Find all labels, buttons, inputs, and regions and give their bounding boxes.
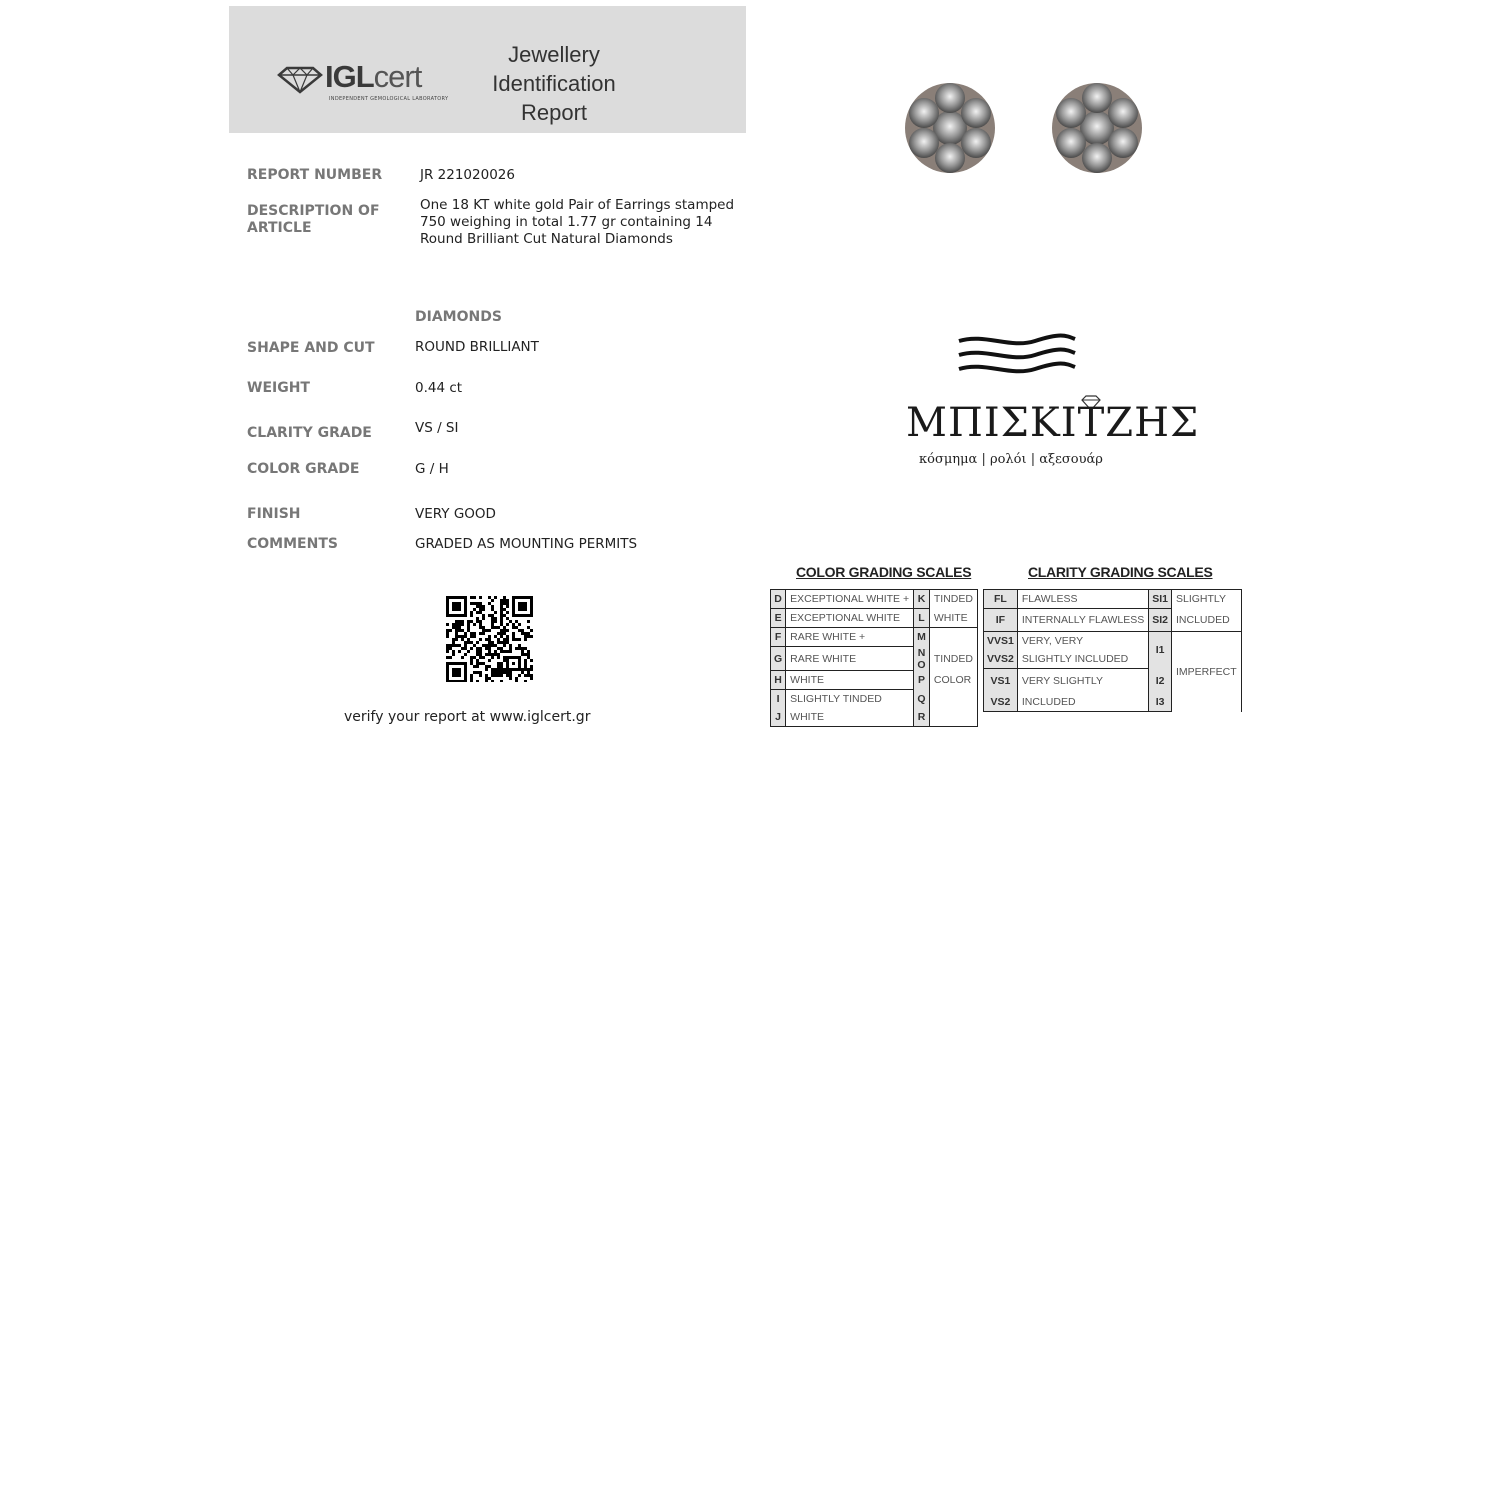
color-desc: WHITE bbox=[786, 671, 914, 690]
clarity-scale-table bbox=[983, 589, 1242, 712]
color-desc: RARE WHITE bbox=[786, 647, 914, 671]
left-earring bbox=[905, 83, 995, 173]
color-desc: RARE WHITE + bbox=[786, 628, 914, 647]
clarity-code: SI2 bbox=[1149, 609, 1172, 632]
clarity-code: I3 bbox=[1149, 693, 1172, 712]
comments-label: COMMENTS bbox=[247, 536, 338, 552]
comments-value: GRADED AS MOUNTING PERMITS bbox=[415, 536, 638, 552]
color-code: H bbox=[771, 671, 786, 690]
color-code: I bbox=[771, 690, 786, 709]
color-group-label: TINDED bbox=[929, 590, 977, 609]
brand-name: ΜΠΙΣΚΙΤΖΗΣ bbox=[906, 400, 1200, 446]
weight-label: WEIGHT bbox=[247, 380, 310, 396]
shape-cut-label: SHAPE AND CUT bbox=[247, 340, 375, 356]
description-value: One 18 KT white gold Pair of Earrings stamped 750 weighing in total 1.77 gr containing 14 Round Brilliant Cut Natural Diamonds bbox=[420, 197, 735, 247]
verify-link[interactable]: verify your report at www.iglcert.gr bbox=[344, 709, 591, 725]
color-code: K bbox=[914, 590, 930, 609]
report-title: Jewellery Identification Report bbox=[492, 42, 616, 125]
color-code: F bbox=[771, 628, 786, 647]
clarity-grade-value: VS / SI bbox=[415, 420, 459, 436]
clarity-code: VS1 bbox=[984, 669, 1018, 694]
clarity-code: IF bbox=[984, 609, 1018, 632]
color-desc: EXCEPTIONAL WHITE bbox=[786, 609, 914, 628]
clarity-desc: FLAWLESS bbox=[1017, 590, 1148, 609]
color-code: D bbox=[771, 590, 786, 609]
clarity-code: SI1 bbox=[1149, 590, 1172, 609]
color-desc: EXCEPTIONAL WHITE + bbox=[786, 590, 914, 609]
color-code: G bbox=[771, 647, 786, 671]
report-header bbox=[229, 6, 746, 133]
clarity-desc: VERY SLIGHTLY bbox=[1017, 669, 1148, 694]
diamond-logo-icon bbox=[277, 66, 323, 94]
waves-logo-icon bbox=[955, 333, 1080, 381]
weight-value: 0.44 ct bbox=[415, 380, 463, 396]
shape-cut-value: ROUND BRILLIANT bbox=[415, 339, 539, 355]
clarity-code: VVS2 bbox=[984, 650, 1018, 669]
color-desc: WHITE bbox=[786, 708, 914, 727]
color-grade-label: COLOR GRADE bbox=[247, 461, 360, 477]
clarity-code: I2 bbox=[1149, 669, 1172, 694]
scale-cell bbox=[929, 708, 977, 727]
color-code: M bbox=[914, 628, 930, 647]
clarity-code: FL bbox=[984, 590, 1018, 609]
clarity-code: I1 bbox=[1149, 632, 1172, 669]
clarity-code: VS2 bbox=[984, 693, 1018, 712]
color-code: Q bbox=[914, 690, 930, 709]
report-number-label: REPORT NUMBER bbox=[247, 167, 383, 183]
report-number-value: JR 221020026 bbox=[420, 167, 515, 183]
brand-tagline: κόσμημα | ρολόι | αξεσουάρ bbox=[919, 452, 1103, 467]
clarity-group-label: IMPERFECT bbox=[1171, 632, 1241, 712]
color-code: E bbox=[771, 609, 786, 628]
igl-logo: IGLcert bbox=[325, 59, 422, 94]
clarity-desc: INCLUDED bbox=[1017, 693, 1148, 712]
color-group-label: WHITE bbox=[929, 609, 977, 628]
clarity-scale-title: CLARITY GRADING SCALES bbox=[1028, 564, 1213, 580]
clarity-desc: VERY, VERY bbox=[1017, 632, 1148, 651]
color-group-label: COLOR bbox=[929, 671, 977, 690]
diamonds-heading: DIAMONDS bbox=[415, 309, 502, 325]
scale-cell bbox=[929, 690, 977, 709]
logo-subtitle: INDEPENDENT GEMOLOGICAL LABORATORY bbox=[329, 96, 449, 102]
color-group-label: TINDED bbox=[929, 647, 977, 671]
color-desc: SLIGHTLY TINDED bbox=[786, 690, 914, 709]
clarity-group-label: INCLUDED bbox=[1171, 609, 1241, 632]
clarity-code: VVS1 bbox=[984, 632, 1018, 651]
color-code: R bbox=[914, 708, 930, 727]
color-code: P bbox=[914, 671, 930, 690]
color-code: J bbox=[771, 708, 786, 727]
color-code: L bbox=[914, 609, 930, 628]
qr-code[interactable] bbox=[446, 596, 534, 682]
clarity-grade-label: CLARITY GRADE bbox=[247, 425, 372, 441]
clarity-desc: INTERNALLY FLAWLESS bbox=[1017, 609, 1148, 632]
earrings-photo bbox=[895, 78, 1155, 178]
finish-value: VERY GOOD bbox=[415, 506, 496, 522]
clarity-group-label: SLIGHTLY bbox=[1171, 590, 1241, 609]
right-earring bbox=[1052, 83, 1142, 173]
color-scale-title: COLOR GRADING SCALES bbox=[796, 564, 972, 580]
color-code: N O bbox=[914, 647, 930, 671]
scale-cell bbox=[929, 628, 977, 647]
finish-label: FINISH bbox=[247, 506, 301, 522]
description-label: DESCRIPTION OF ARTICLE bbox=[247, 203, 380, 236]
color-scale-table bbox=[770, 589, 978, 727]
color-grade-value: G / H bbox=[415, 461, 449, 477]
clarity-desc: SLIGHTLY INCLUDED bbox=[1017, 650, 1148, 669]
